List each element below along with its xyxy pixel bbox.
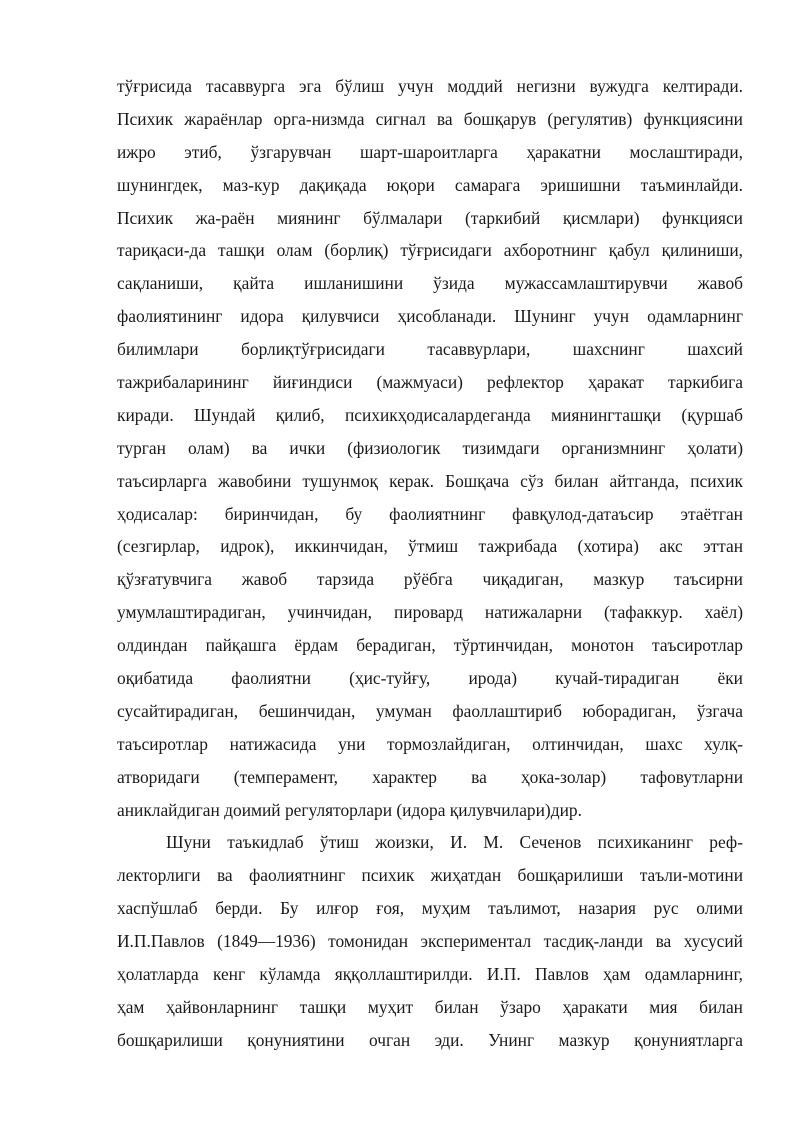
text-line: киради. Шундай қилиб, психикҳодисалардеганда миянингташқи (қуршаб [117,404,743,425]
text-line: И.П.Павлов (1849—1936) томонидан экспериментал тасдиқ-ланди ва хусусий [117,931,743,952]
text-line: турган олам) ва ички (физиологик тизимдаги организмнинг ҳолати) [117,437,743,458]
text-line: билимлари борлиқтўғрисидаги тасаввурлари, шахснинг шахсий [117,339,743,360]
text-line: Психик жараёнлар орга-низмда сигнал ва бошқарув (регулятив) функциясини [117,108,743,129]
text-line: бошқарилиши қонуниятини очган эди. Унинг мазкур қонуниятларга [117,1029,743,1050]
text-line: фаолиятининг идора қилувчиси ҳисобланади. Шунинг учун одамларнинг [117,306,743,327]
text-line: ҳам ҳайвонларнинг ташқи муҳит билан ўзаро ҳаракати мия билан [117,996,743,1017]
text-line: ижро этиб, ўзгарувчан шарт-шароитларга ҳаракатни мослаштиради, [117,141,743,162]
text-line: лекторлиги ва фаолиятнинг психик жиҳатдан бошқарилиши таъли-мотини [117,865,743,886]
text-line: тажрибаларининг йиғиндиси (мажмуаси) рефлектор ҳаракат таркибига [117,372,743,393]
text-line: оқибатида фаолиятни (ҳис-туйғу, ирода) кучай-тирадиган ёки [117,668,743,689]
paragraph-1 [117,70,743,826]
text-line: шунингдек, маз-кур дақиқада юқори самарага эришишни таъминлайди. [117,174,743,195]
text-line: ҳодисалар: биринчидан, бу фаолиятнинг фавқулод-датаъсир этаётган [117,503,743,524]
text-line: аниклайдиган доимий регуляторлари (идора қилувчилари)дир. [117,799,582,820]
text-line: Шуни таъкидлаб ўтиш жоизки, И. М. Сеченов психиканинг реф- [166,832,743,853]
text-line: сусайтирадиган, бешинчидан, умуман фаоллаштириб юборадиган, ўзгача [117,700,743,721]
text-line: (сезгирлар, идрок), иккинчидан, ўтмиш тажрибада (хотира) акс эттан [117,536,743,557]
text-line: атворидаги (темперамент, характер ва ҳока-золар) тафовутларни [117,766,743,787]
text-line: таъсирларга жавобини тушунмоқ керак. Бошқача сўз билан айтганда, психик [117,470,743,491]
text-line: таъсиротлар натижасида уни тормозлайдиган, олтинчидан, шахс хулқ- [117,733,743,754]
text-line: ҳолатларда кенг кўламда яққоллаштирилди. И.П. Павлов ҳам одамларнинг, [117,964,743,985]
text-line: Психик жа-раён миянинг бўлмалари (таркибий қисмлари) функцияси [117,207,743,228]
text-line: тўғрисида тасаввурга эга бўлиш учун моддий негизни вужудга келтиради. [117,76,743,96]
text-line: олдиндан пайқашга ёрдам берадиган, тўртинчидан, монотон таъсиротлар [117,635,743,656]
paragraph-2 [117,826,743,1056]
text-line: қўзғатувчига жавоб тарзида рўёбга чиқадиган, мазкур таъсирни [117,569,743,590]
text-line: умумлаштирадиган, учинчидан, пировард натижаларни (тафаккур. хаёл) [117,602,743,623]
document-page [117,70,743,1057]
text-line: тариқаси-да ташқи олам (борлиқ) тўғрисидаги ахборотнинг қабул қилиниши, [117,240,743,261]
text-line: сақланиши, қайта ишланишини ўзида мужассамлаштирувчи жавоб [117,273,743,294]
text-line: хаспўшлаб берди. Бу илғор ғоя, муҳим таълимот, назария рус олими [117,898,743,919]
